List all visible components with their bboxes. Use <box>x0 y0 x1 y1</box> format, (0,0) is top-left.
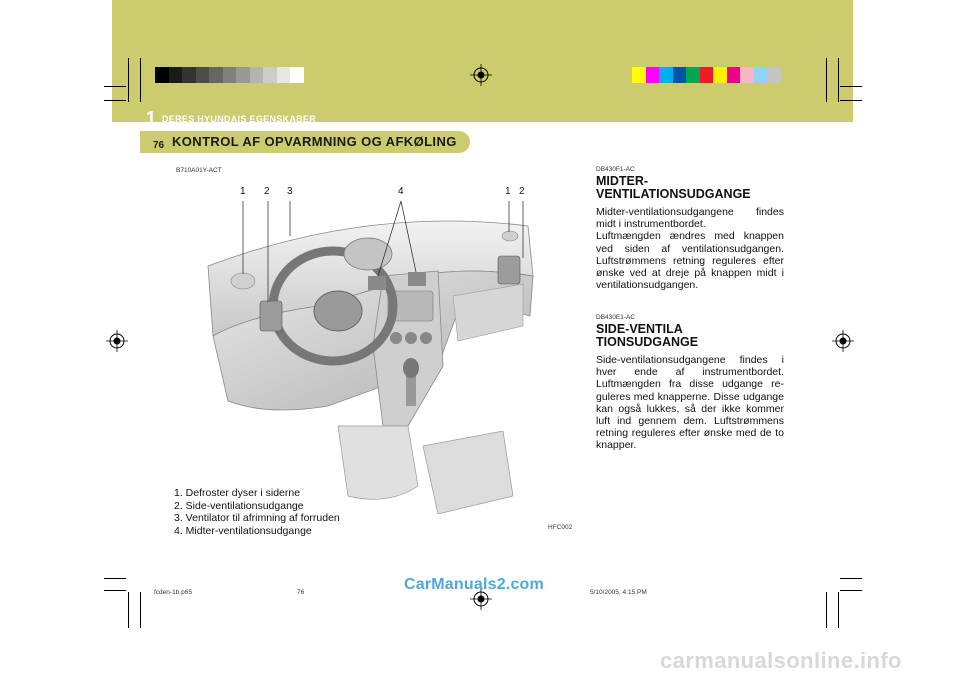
crop-mark <box>104 86 126 87</box>
color-calibration-strip <box>632 67 781 83</box>
crop-mark <box>140 58 141 102</box>
section-code: DB430E1-AC <box>596 314 636 321</box>
crop-mark <box>104 590 126 591</box>
section-paragraph: Side-ventilationsudgangene findes i hver ende af instrumentbordet. Luftmængden fra disse udgange re-guleres med knapperne. Disse udgange kan også lukkes, så der ikke kommer luft ind gennem dem. Luftstrømmens retning reguleres efter ønske med de to knapper. <box>596 354 784 452</box>
callout-label: 1 <box>240 186 246 197</box>
calibration-swatch <box>767 67 781 83</box>
section-side <box>596 314 784 452</box>
crop-mark <box>826 592 827 628</box>
calibration-swatch <box>740 67 754 83</box>
crop-mark <box>840 590 862 591</box>
registration-mark-icon <box>832 330 854 352</box>
crop-mark <box>826 58 827 102</box>
calibration-swatch <box>223 67 237 83</box>
site-watermark: carmanualsonline.info <box>660 648 902 673</box>
footer-page: 76 <box>297 589 305 596</box>
page-number: 76 <box>153 140 165 151</box>
section-midter <box>596 166 784 291</box>
section-heading-line1: SIDE-VENTILA TIONSUDGANGE <box>596 322 699 349</box>
registration-mark-icon <box>470 64 492 86</box>
section-paragraph: Midter-ventilationsudgangene findes midt i instrumentbordet. <box>596 206 784 231</box>
calibration-swatch <box>727 67 741 83</box>
grayscale-calibration-strip <box>155 67 304 83</box>
section-code: DB430F1-AC <box>596 166 635 173</box>
calibration-swatch <box>646 67 660 83</box>
crop-mark <box>104 100 126 101</box>
calibration-swatch <box>686 67 700 83</box>
calibration-swatch <box>250 67 264 83</box>
calibration-swatch <box>659 67 673 83</box>
footer-file: fcden-1b.p65 <box>154 589 192 596</box>
crop-mark <box>128 58 129 102</box>
figure-image-code: HFC002 <box>548 524 573 531</box>
calibration-swatch <box>182 67 196 83</box>
legend-item: 1. Defroster dyser i siderne <box>174 487 301 499</box>
calibration-swatch <box>673 67 687 83</box>
calibration-swatch <box>236 67 250 83</box>
figure-ref-code: B710A01Y-ACT <box>176 167 222 174</box>
crop-mark <box>838 58 839 102</box>
header-band <box>112 0 853 122</box>
dashboard-illustration <box>168 196 568 526</box>
crop-mark <box>840 578 862 579</box>
chapter-number: 1 <box>146 108 157 128</box>
calibration-swatch <box>169 67 183 83</box>
crop-mark <box>840 100 862 101</box>
calibration-swatch <box>277 67 291 83</box>
calibration-swatch <box>263 67 277 83</box>
crop-mark <box>840 86 862 87</box>
crop-mark <box>104 578 126 579</box>
registration-mark-icon <box>106 330 128 352</box>
callout-label: 2 <box>519 186 525 197</box>
crop-mark <box>838 592 839 628</box>
calibration-swatch <box>700 67 714 83</box>
calibration-swatch <box>713 67 727 83</box>
section-paragraph: Luftmængden ændres med knappen ved siden af ventilationsudgangen. Luftstrømmens retning reguleres efter ønske ved at dreje på knappen midt i ventilationsudgangen. <box>596 230 784 292</box>
footer-date: 5/10/2005, 4:15 PM <box>590 589 647 596</box>
figure-legend <box>174 487 340 537</box>
calibration-swatch <box>196 67 210 83</box>
crop-mark <box>140 592 141 628</box>
section-heading-line1: MIDTER- <box>596 174 649 188</box>
legend-item: 3. Ventilator til afrimning af forruden <box>174 512 340 524</box>
section-heading-line2: VENTILATIONSUDGANGE <box>596 187 751 201</box>
calibration-swatch <box>209 67 223 83</box>
calibration-swatch <box>155 67 169 83</box>
callout-label: 4 <box>398 186 404 197</box>
section-title: KONTROL AF OPVARMNING OG AFKØLING <box>172 134 457 149</box>
calibration-swatch <box>290 67 304 83</box>
chapter-title: DERES HYUNDAIS EGENSKABER <box>162 114 317 124</box>
legend-item: 4. Midter-ventilationsudgange <box>174 524 312 537</box>
callout-label: 3 <box>287 186 293 197</box>
crop-mark <box>128 592 129 628</box>
watermark-logo: CarManuals2.com <box>404 576 544 593</box>
legend-item: 2. Side-ventilationsudgange <box>174 499 304 512</box>
calibration-swatch <box>632 67 646 83</box>
calibration-swatch <box>754 67 768 83</box>
callout-label: 1 <box>505 186 511 197</box>
callout-label: 2 <box>264 186 270 197</box>
